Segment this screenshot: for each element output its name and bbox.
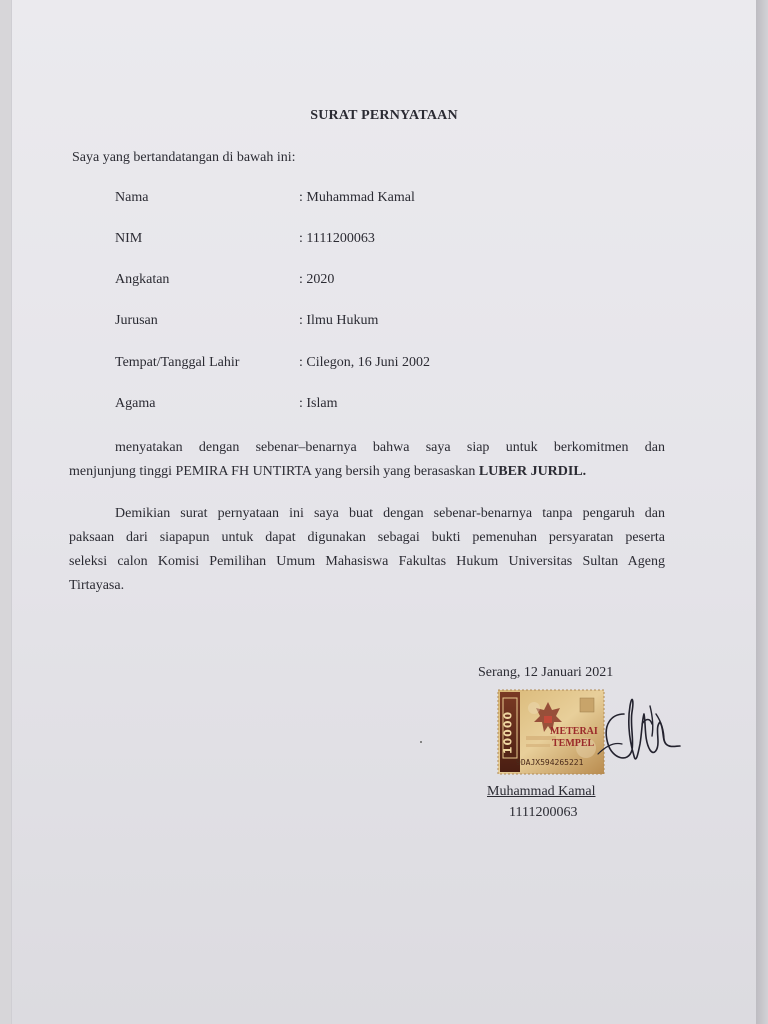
field-label-nama: Nama — [115, 190, 149, 205]
field-value-jurusan: : Ilmu Hukum — [299, 313, 379, 328]
ink-speck — [420, 741, 422, 743]
signature — [572, 684, 684, 780]
statement-principle: LUBER JURDIL. — [478, 464, 587, 479]
meterai-text-line2: TEMPEL — [552, 738, 595, 749]
document-paper — [12, 0, 756, 1024]
statement-line-2 — [69, 460, 665, 484]
meterai-text-line1: METERAI — [550, 726, 598, 737]
closing-line-2: paksaan dari siapapun untuk dapat digunakan sebagai bukti pemenuhan persyaratan peserta — [69, 530, 665, 545]
meterai-amount: 10000 — [501, 710, 515, 755]
field-label-agama: Agama — [115, 396, 156, 411]
field-label-ttl: Tempat/Tanggal Lahir — [115, 355, 240, 370]
statement-line-2-text: menjunjung tinggi PEMIRA FH UNTIRTA yang bersih yang berasaskan — [69, 464, 479, 479]
signer-name: Muhammad Kamal — [487, 784, 596, 799]
closing-paragraph — [69, 502, 665, 598]
field-value-nama: : Muhammad Kamal — [299, 190, 415, 205]
field-value-ttl: : Cilegon, 16 Juni 2002 — [299, 355, 431, 370]
intro-text: Saya yang bertandatangan di bawah ini: — [72, 150, 296, 165]
field-value-nim: : 1111200063 — [299, 231, 375, 246]
place-date: Serang, 12 Januari 2021 — [478, 665, 614, 680]
field-value-angkatan: : 2020 — [299, 272, 335, 287]
statement-line-1: menyatakan dengan sebenar–benarnya bahwa saya siap untuk berkomitmen dan — [115, 440, 665, 455]
closing-line-4: Tirtayasa. — [69, 578, 125, 593]
closing-line-1: Demikian surat pernyataan ini saya buat dengan sebenar-benarnya tanpa pengaruh dan — [115, 506, 665, 521]
meterai-serial: 9DAJX594265221 — [516, 758, 584, 767]
closing-line-3: seleksi calon Komisi Pemilihan Umum Mahasiswa Fakultas Hukum Universitas Sultan Ageng — [69, 554, 665, 569]
document-title: SURAT PERNYATAAN — [310, 108, 458, 123]
page-edge — [756, 0, 768, 1024]
statement-paragraph — [69, 436, 665, 484]
field-label-angkatan: Angkatan — [115, 272, 170, 287]
field-label-nim: NIM — [115, 231, 143, 246]
field-label-jurusan: Jurusan — [115, 313, 158, 328]
signer-nim: 1111200063 — [509, 805, 578, 820]
field-value-agama: : Islam — [299, 396, 338, 411]
